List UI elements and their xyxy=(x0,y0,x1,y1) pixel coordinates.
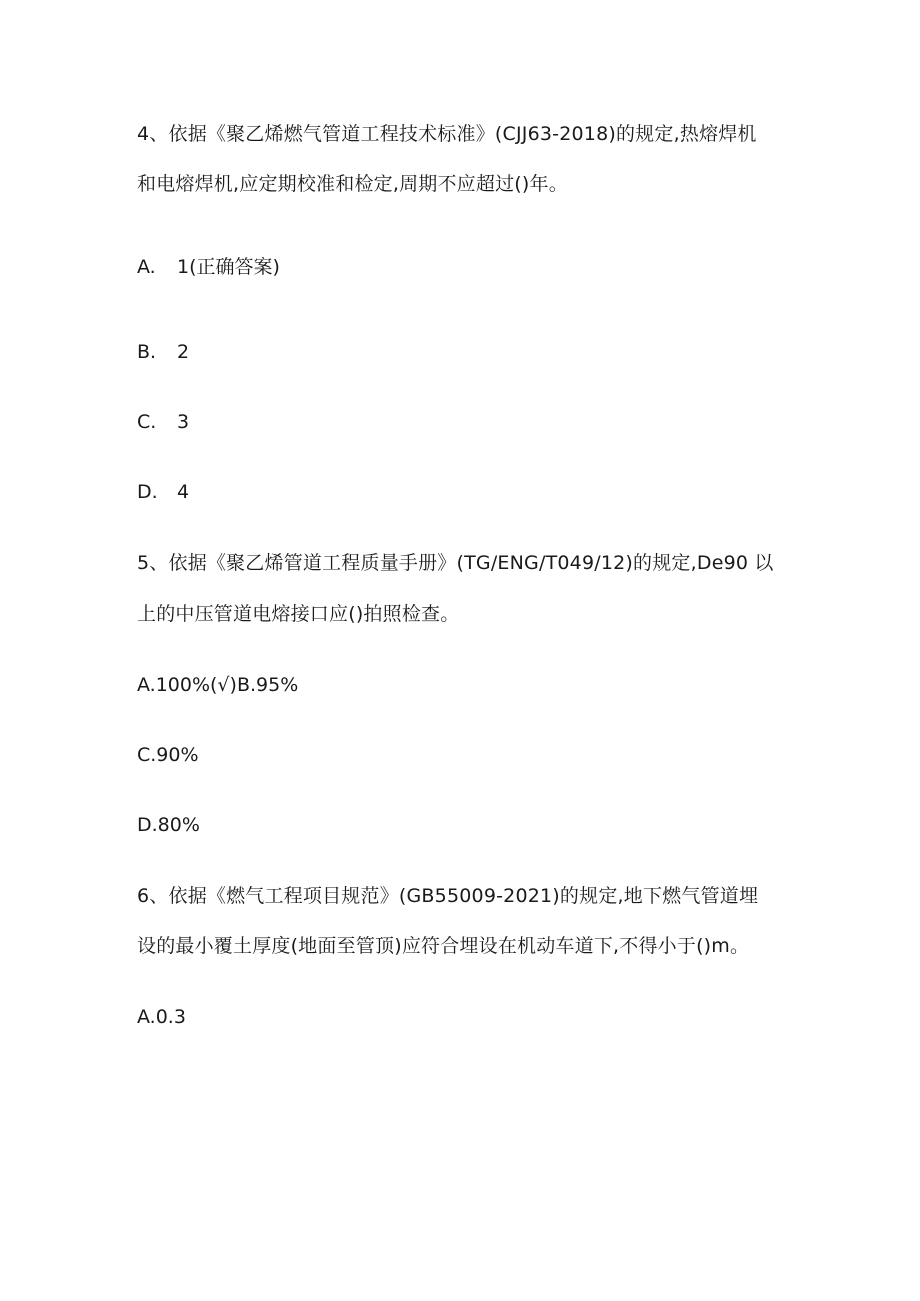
question-6-option-a: A.0.3 xyxy=(137,1006,186,1028)
question-5-option-d: D.80% xyxy=(137,814,200,836)
option-letter: B. xyxy=(137,341,157,363)
option-letter: A. xyxy=(137,256,156,278)
question-5-text-line-1: 5、依据《聚乙烯管道工程质量手册》(TG/ENG/T049/12)的规定,De90 以 xyxy=(137,552,774,574)
question-4-option-d xyxy=(137,480,189,504)
option-text: 1(正确答案) xyxy=(177,256,280,278)
question-4-option-a xyxy=(137,255,280,279)
option-letter: D. xyxy=(137,481,158,503)
question-4-text-line-2: 和电熔焊机,应定期校准和检定,周期不应超过()年。 xyxy=(137,173,568,195)
option-text: 2 xyxy=(177,341,190,363)
question-6-text-line-1: 6、依据《燃气工程项目规范》(GB55009-2021)的规定,地下燃气管道埋 xyxy=(137,885,759,907)
question-5-text-line-2: 上的中压管道电熔接口应()拍照检查。 xyxy=(137,603,460,625)
option-letter: C. xyxy=(137,411,157,433)
option-text: 3 xyxy=(177,411,190,433)
question-4-option-c xyxy=(137,410,189,434)
question-4-text-line-1: 4、依据《聚乙烯燃气管道工程技术标准》(CJJ63-2018)的规定,热熔焊机 xyxy=(137,123,757,145)
question-4-option-b xyxy=(137,340,189,364)
option-text: 4 xyxy=(177,481,190,503)
question-6-text-line-2: 设的最小覆土厚度(地面至管顶)应符合埋设在机动车道下,不得小于()m。 xyxy=(137,935,750,957)
question-5-option-a-b: A.100%(√)B.95% xyxy=(137,674,299,696)
question-5-option-c: C.90% xyxy=(137,744,199,766)
